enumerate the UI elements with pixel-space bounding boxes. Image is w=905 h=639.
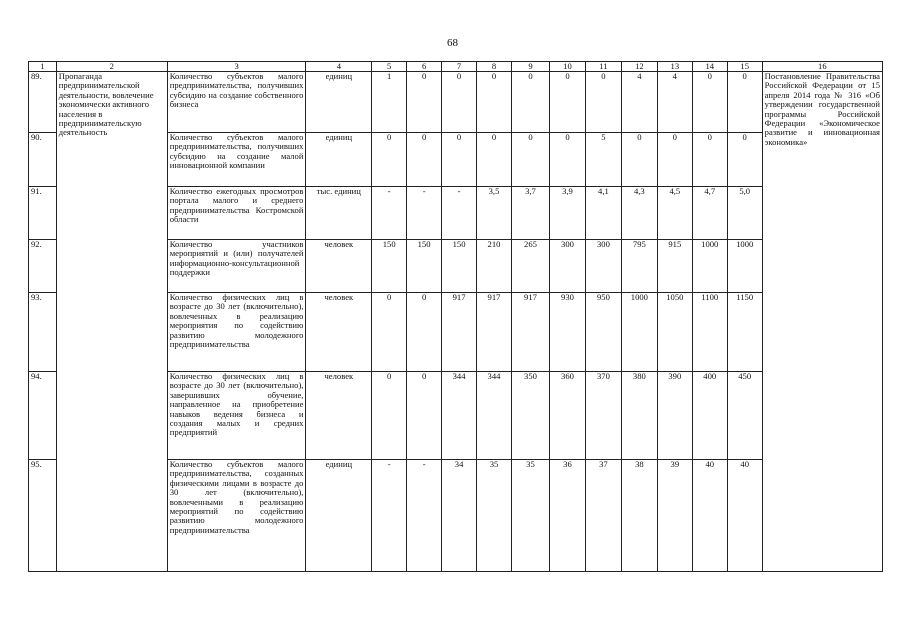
value-cell: 0 xyxy=(407,133,442,187)
value-cell: 917 xyxy=(511,293,549,372)
header-cell: 13 xyxy=(657,62,692,72)
header-cell: 12 xyxy=(621,62,657,72)
value-cell: 795 xyxy=(621,240,657,293)
value-cell: 344 xyxy=(477,372,512,460)
value-cell: 4,1 xyxy=(585,187,621,240)
header-cell: 10 xyxy=(549,62,585,72)
value-cell: 400 xyxy=(692,372,727,460)
value-cell: 0 xyxy=(511,133,549,187)
value-cell: 1150 xyxy=(727,293,762,372)
row-number: 90. xyxy=(29,133,57,187)
value-cell: 1000 xyxy=(727,240,762,293)
legal-basis-cell: Постановление Правительства Российской Федерации от 15 апреля 2014 года № 316 «Об утверждении государственной программы Российской Федерации «Экономическое развитие и инновационная экономика» xyxy=(762,72,882,572)
value-cell: 34 xyxy=(442,460,477,572)
header-cell: 1 xyxy=(29,62,57,72)
value-cell: 150 xyxy=(442,240,477,293)
unit-cell: единиц xyxy=(306,460,372,572)
value-cell: 0 xyxy=(372,293,407,372)
value-cell: 917 xyxy=(442,293,477,372)
value-cell: 300 xyxy=(585,240,621,293)
value-cell: 4 xyxy=(657,72,692,133)
value-cell: 150 xyxy=(407,240,442,293)
value-cell: 0 xyxy=(692,72,727,133)
value-cell: 39 xyxy=(657,460,692,572)
header-cell: 3 xyxy=(167,62,306,72)
header-cell: 15 xyxy=(727,62,762,72)
value-cell: 380 xyxy=(621,372,657,460)
value-cell: 40 xyxy=(692,460,727,572)
value-cell: 350 xyxy=(511,372,549,460)
header-cell: 11 xyxy=(585,62,621,72)
header-cell: 4 xyxy=(306,62,372,72)
value-cell: 915 xyxy=(657,240,692,293)
value-cell: 35 xyxy=(477,460,512,572)
value-cell: 4,7 xyxy=(692,187,727,240)
value-cell: 40 xyxy=(727,460,762,572)
header-cell: 8 xyxy=(477,62,512,72)
value-cell: 0 xyxy=(585,72,621,133)
value-cell: 0 xyxy=(692,133,727,187)
header-cell: 16 xyxy=(762,62,882,72)
value-cell: 0 xyxy=(407,372,442,460)
unit-cell: тыс. единиц xyxy=(306,187,372,240)
value-cell: 930 xyxy=(549,293,585,372)
value-cell: 0 xyxy=(657,133,692,187)
value-cell: - xyxy=(372,460,407,572)
header-cell: 6 xyxy=(407,62,442,72)
header-cell: 2 xyxy=(56,62,167,72)
value-cell: 0 xyxy=(727,72,762,133)
value-cell: 0 xyxy=(549,133,585,187)
value-cell: 3,7 xyxy=(511,187,549,240)
value-cell: 4,5 xyxy=(657,187,692,240)
header-cell: 7 xyxy=(442,62,477,72)
value-cell: 0 xyxy=(407,293,442,372)
indicator-name: Количество физических лиц в возрасте до 30 лет (включительно), вовлеченных в реализацию мероприятия по содействию развитию молодежного предпринимательства xyxy=(167,293,306,372)
value-cell: - xyxy=(407,187,442,240)
table-row xyxy=(29,72,883,133)
unit-cell: человек xyxy=(306,372,372,460)
value-cell: 35 xyxy=(511,460,549,572)
row-number: 92. xyxy=(29,240,57,293)
value-cell: 150 xyxy=(372,240,407,293)
value-cell: 38 xyxy=(621,460,657,572)
value-cell: 265 xyxy=(511,240,549,293)
value-cell: - xyxy=(442,187,477,240)
indicator-name: Количество физических лиц в возрасте до 30 лет (включительно), завершивших обучение, направленное на приобретение навыков ведения бизнеса и создания малых и средних предприятий xyxy=(167,372,306,460)
value-cell: 0 xyxy=(727,133,762,187)
row-number: 93. xyxy=(29,293,57,372)
indicator-name: Количество субъектов малого предпринимательства, получивших субсидию на создание собственного бизнеса xyxy=(167,72,306,133)
value-cell: 1100 xyxy=(692,293,727,372)
value-cell: 917 xyxy=(477,293,512,372)
program-name-cell: Пропаганда предпринимательской деятельности, вовлечение экономически активного населения в предпринимательскую деятельность xyxy=(56,72,167,572)
value-cell: 950 xyxy=(585,293,621,372)
value-cell: 390 xyxy=(657,372,692,460)
value-cell: 0 xyxy=(442,133,477,187)
value-cell: 360 xyxy=(549,372,585,460)
value-cell: 0 xyxy=(621,133,657,187)
value-cell: 370 xyxy=(585,372,621,460)
value-cell: - xyxy=(407,460,442,572)
value-cell: 3,9 xyxy=(549,187,585,240)
value-cell: 3,5 xyxy=(477,187,512,240)
row-number: 95. xyxy=(29,460,57,572)
value-cell: 4 xyxy=(621,72,657,133)
value-cell: 36 xyxy=(549,460,585,572)
value-cell: 450 xyxy=(727,372,762,460)
value-cell: - xyxy=(372,187,407,240)
header-cell: 9 xyxy=(511,62,549,72)
row-number: 94. xyxy=(29,372,57,460)
header-cell: 14 xyxy=(692,62,727,72)
value-cell: 37 xyxy=(585,460,621,572)
value-cell: 0 xyxy=(442,72,477,133)
value-cell: 0 xyxy=(477,72,512,133)
value-cell: 300 xyxy=(549,240,585,293)
value-cell: 0 xyxy=(549,72,585,133)
value-cell: 1000 xyxy=(692,240,727,293)
value-cell: 5 xyxy=(585,133,621,187)
header-cell: 5 xyxy=(372,62,407,72)
value-cell: 0 xyxy=(407,72,442,133)
indicators-table xyxy=(28,61,883,572)
value-cell: 344 xyxy=(442,372,477,460)
value-cell: 5,0 xyxy=(727,187,762,240)
value-cell: 0 xyxy=(511,72,549,133)
unit-cell: человек xyxy=(306,240,372,293)
row-number: 91. xyxy=(29,187,57,240)
indicator-name: Количество ежегодных просмотров портала малого и среднего предпринимательства Костромской области xyxy=(167,187,306,240)
value-cell: 4,3 xyxy=(621,187,657,240)
value-cell: 1000 xyxy=(621,293,657,372)
page-number: 68 xyxy=(447,37,458,49)
unit-cell: человек xyxy=(306,293,372,372)
value-cell: 0 xyxy=(477,133,512,187)
unit-cell: единиц xyxy=(306,72,372,133)
header-row xyxy=(29,62,883,72)
indicator-name: Количество субъектов малого предпринимательства, созданных физическими лицами в возрасте до 30 лет (включительно), вовлеченными в реализацию мероприятий по содействию развитию молодежного предпринимательства xyxy=(167,460,306,572)
value-cell: 0 xyxy=(372,372,407,460)
indicator-name: Количество субъектов малого предпринимательства, получивших субсидию на создание малой инновационной компании xyxy=(167,133,306,187)
indicator-name: Количество участников мероприятий и (или) получателей информационно-консультационной поддержки xyxy=(167,240,306,293)
value-cell: 1 xyxy=(372,72,407,133)
value-cell: 0 xyxy=(372,133,407,187)
unit-cell: единиц xyxy=(306,133,372,187)
row-number: 89. xyxy=(29,72,57,133)
value-cell: 210 xyxy=(477,240,512,293)
value-cell: 1050 xyxy=(657,293,692,372)
